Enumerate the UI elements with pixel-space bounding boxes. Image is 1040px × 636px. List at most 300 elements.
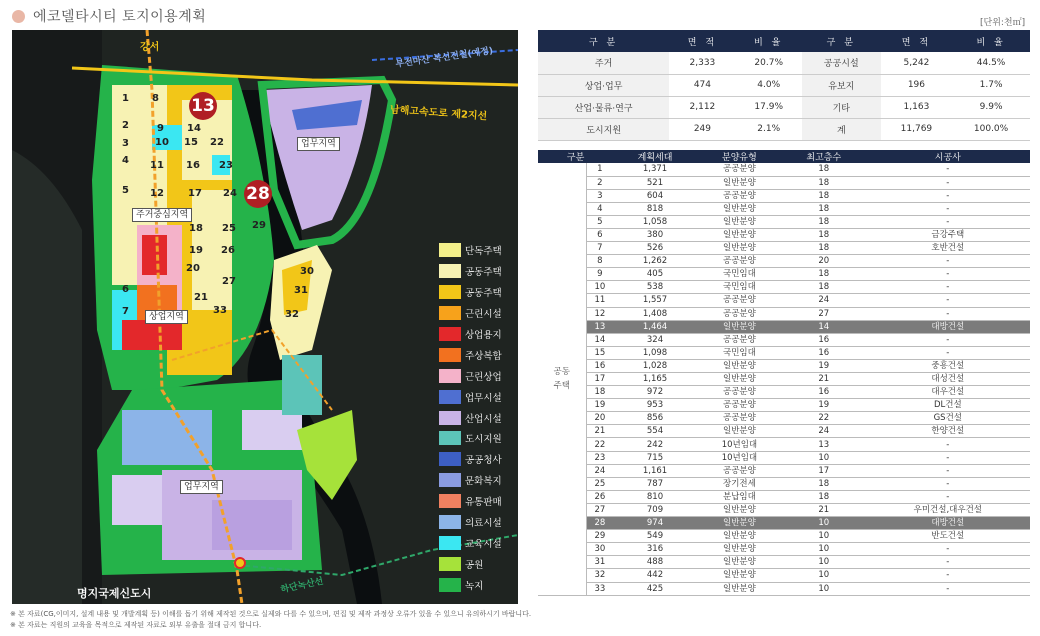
- table-row: [538, 215, 1030, 228]
- legend-swatch: [439, 431, 461, 445]
- table-cell: 549: [613, 530, 697, 543]
- table-row: [538, 242, 1030, 255]
- summary-cell: 계: [802, 118, 881, 140]
- block-number: 21: [194, 292, 208, 303]
- block-number: 2: [122, 120, 129, 131]
- table-cell: 21: [586, 425, 613, 438]
- table-cell: -: [866, 281, 1030, 294]
- summary-cell: 11,769: [881, 118, 952, 140]
- legend-label: 녹지: [465, 580, 484, 592]
- table-cell: 일반분양: [697, 556, 782, 569]
- table-cell: 25: [586, 477, 613, 490]
- block-number: 5: [122, 185, 129, 196]
- legend-swatch: [439, 473, 461, 487]
- table-cell: 953: [613, 399, 697, 412]
- legend-label: 근린시설: [465, 309, 502, 321]
- legend-swatch: [439, 557, 461, 571]
- table-cell: 공공분양: [697, 399, 782, 412]
- table-cell: 1,028: [613, 359, 697, 372]
- table-cell: 중흥건설: [866, 359, 1030, 372]
- table-row: [538, 346, 1030, 359]
- table-cell: 18: [782, 202, 866, 215]
- summary-cell: 249: [669, 118, 735, 140]
- table-cell: 공공분양: [697, 255, 782, 268]
- table-cell: 425: [613, 582, 697, 595]
- table-cell: 1,464: [613, 320, 697, 333]
- table-cell: 856: [613, 412, 697, 425]
- table-cell: 9: [586, 268, 613, 281]
- table-row: [538, 333, 1030, 346]
- table-cell: GS건설: [866, 412, 1030, 425]
- table-cell: 316: [613, 543, 697, 556]
- road-label-railway: 부전마산 복선전철(예정): [394, 46, 494, 70]
- table-cell: 242: [613, 438, 697, 451]
- table-cell: 27: [782, 307, 866, 320]
- table-row: [538, 307, 1030, 320]
- table-cell: 29: [586, 530, 613, 543]
- table-cell: 10년임대: [697, 438, 782, 451]
- table-row: [538, 517, 1030, 530]
- table-cell: 호반건설: [866, 242, 1030, 255]
- table-cell: 22: [782, 412, 866, 425]
- table-cell: -: [866, 451, 1030, 464]
- blocks-header-cell: 구분: [538, 150, 613, 163]
- table-cell: -: [866, 582, 1030, 595]
- legend-item: [439, 324, 502, 345]
- housing-blocks-table: [538, 150, 1030, 596]
- summary-cell: 공공시설: [802, 52, 881, 74]
- table-cell: 10: [782, 582, 866, 595]
- table-cell: 일반분양: [697, 242, 782, 255]
- table-row: [538, 189, 1030, 202]
- table-cell: 18: [782, 268, 866, 281]
- table-row: [538, 373, 1030, 386]
- table-cell: 11: [586, 294, 613, 307]
- table-cell: -: [866, 189, 1030, 202]
- table-cell: 분납임대: [697, 490, 782, 503]
- legend-swatch: [439, 348, 461, 362]
- table-cell: 장기전세: [697, 477, 782, 490]
- table-cell: 15: [586, 346, 613, 359]
- table-row: [538, 386, 1030, 399]
- table-cell: -: [866, 346, 1030, 359]
- summary-cell: 도시지원: [538, 118, 669, 140]
- land-use-map: [12, 30, 518, 604]
- legend-swatch: [439, 452, 461, 466]
- table-cell: -: [866, 477, 1030, 490]
- table-cell: 10년임대: [697, 451, 782, 464]
- table-row: [538, 281, 1030, 294]
- table-cell: 18: [586, 386, 613, 399]
- table-cell: 대우건설: [866, 386, 1030, 399]
- legend-label: 공공청사: [465, 455, 502, 467]
- table-cell: 538: [613, 281, 697, 294]
- table-cell: 18: [782, 228, 866, 241]
- summary-cell: 기타: [802, 96, 881, 118]
- table-cell: 16: [586, 359, 613, 372]
- table-row: [538, 202, 1030, 215]
- table-cell: 17: [782, 464, 866, 477]
- blocks-header-cell: 최고층수: [782, 150, 866, 163]
- table-cell: 8: [586, 255, 613, 268]
- table-cell: 27: [586, 503, 613, 516]
- block-number: 18: [189, 223, 203, 234]
- table-cell: 공공분양: [697, 464, 782, 477]
- table-cell: -: [866, 294, 1030, 307]
- table-cell: 공공분양: [697, 294, 782, 307]
- table-cell: 일반분양: [697, 176, 782, 189]
- table-cell: 24: [586, 464, 613, 477]
- table-cell: 526: [613, 242, 697, 255]
- table-row: [538, 294, 1030, 307]
- block-number: 10: [155, 137, 169, 148]
- table-cell: 14: [782, 320, 866, 333]
- summary-row: [538, 96, 1030, 118]
- table-cell: 대성건설: [866, 373, 1030, 386]
- summary-header-row: [538, 30, 1030, 52]
- page-header: [12, 6, 206, 26]
- table-cell: -: [866, 464, 1030, 477]
- table-cell: 공공분양: [697, 386, 782, 399]
- city-label: 명지국제신도시: [77, 587, 152, 600]
- block-number: 14: [187, 123, 201, 134]
- zone-label-business-ne: 업무지역: [297, 137, 340, 151]
- table-cell: 2: [586, 176, 613, 189]
- table-cell: 16: [782, 346, 866, 359]
- legend-swatch: [439, 536, 461, 550]
- legend-swatch: [439, 285, 461, 299]
- summary-cell: 상업·업무: [538, 74, 669, 96]
- summary-header-cell: 구 분: [538, 30, 669, 52]
- legend-item: [439, 386, 502, 407]
- summary-cell: 100.0%: [952, 118, 1030, 140]
- table-cell: 일반분양: [697, 503, 782, 516]
- table-cell: 일반분양: [697, 569, 782, 582]
- road-label-gangseo: 강서: [140, 42, 160, 53]
- table-cell: 715: [613, 451, 697, 464]
- legend-item: [439, 261, 502, 282]
- summary-row: [538, 118, 1030, 140]
- table-cell: -: [866, 215, 1030, 228]
- page-title: 에코델타시티 토지이용계획: [33, 9, 207, 25]
- table-row: [538, 490, 1030, 503]
- table-cell: -: [866, 438, 1030, 451]
- legend-label: 상업용지: [465, 330, 502, 341]
- table-cell: 1,165: [613, 373, 697, 386]
- table-cell: 32: [586, 569, 613, 582]
- summary-cell: 196: [881, 74, 952, 96]
- summary-header-cell: 면 적: [669, 30, 735, 52]
- footnote: ※ 본 자료는 직원의 교육을 목적으로 제작된 자료로 외부 유출을 절대 금지 합니다.: [10, 621, 262, 629]
- table-cell: 22: [586, 438, 613, 451]
- table-row: [538, 255, 1030, 268]
- zone-label-commercial: 상업지역: [145, 310, 188, 324]
- table-cell: 31: [586, 556, 613, 569]
- table-cell: 국민임대: [697, 281, 782, 294]
- table-row: [538, 163, 1030, 176]
- table-cell: 국민임대: [697, 346, 782, 359]
- block-number: 23: [219, 160, 233, 171]
- block-number: 26: [221, 245, 235, 256]
- summary-cell: 산업·물류·연구: [538, 96, 669, 118]
- summary-header-cell: 면 적: [881, 30, 952, 52]
- table-cell: 공공분양: [697, 333, 782, 346]
- table-cell: -: [866, 163, 1030, 176]
- legend-item: [439, 512, 502, 533]
- block-number: 24: [223, 188, 237, 199]
- summary-cell: 44.5%: [952, 52, 1030, 74]
- table-row: [538, 320, 1030, 333]
- table-cell: 일반분양: [697, 530, 782, 543]
- table-cell: 1,557: [613, 294, 697, 307]
- table-cell: 1,262: [613, 255, 697, 268]
- highlight-block-28: [244, 180, 272, 208]
- table-cell: 공공분양: [697, 307, 782, 320]
- table-cell: 13: [586, 320, 613, 333]
- table-cell: 380: [613, 228, 697, 241]
- table-row: [538, 268, 1030, 281]
- highlight-block-13: [189, 92, 217, 120]
- summary-cell: 1,163: [881, 96, 952, 118]
- table-cell: 우미건설,대우건설: [866, 503, 1030, 516]
- blocks-header-row: [538, 150, 1030, 163]
- table-cell: 10: [782, 556, 866, 569]
- table-cell: 604: [613, 189, 697, 202]
- footnote: ※ 본 자료(CG,이미지, 설계 내용 및 개발계획 등) 이해를 돕기 위해 제작된 것으로 실제와 다를 수 있으며, 편집 및 제작 과정상 오류가 있을 수 있으니 유의하시기 바랍니다.: [10, 610, 532, 618]
- table-cell: 18: [782, 242, 866, 255]
- table-cell: -: [866, 543, 1030, 556]
- table-row: [538, 176, 1030, 189]
- table-cell: 일반분양: [697, 517, 782, 530]
- table-row: [538, 569, 1030, 582]
- table-cell: 324: [613, 333, 697, 346]
- block-number: 9: [157, 123, 164, 134]
- legend-item: [439, 470, 502, 491]
- table-cell: 16: [782, 333, 866, 346]
- legend-label: 근린상업: [465, 371, 502, 383]
- legend-label: 교육시설: [465, 538, 502, 550]
- summary-cell: 1.7%: [952, 74, 1030, 96]
- legend-item: [439, 240, 502, 261]
- legend-swatch: [439, 390, 461, 404]
- table-cell: 금강주택: [866, 228, 1030, 241]
- table-cell: 일반분양: [697, 215, 782, 228]
- summary-cell: 9.9%: [952, 96, 1030, 118]
- block-number: 7: [122, 306, 129, 317]
- table-cell: 일반분양: [697, 320, 782, 333]
- table-cell: 24: [782, 294, 866, 307]
- legend-item: [439, 574, 502, 595]
- unit-label: [단위:천㎡]: [980, 18, 1026, 28]
- summary-cell: 2,112: [669, 96, 735, 118]
- summary-cell: 17.9%: [736, 96, 802, 118]
- table-row: [538, 359, 1030, 372]
- table-cell: 554: [613, 425, 697, 438]
- block-number: 17: [188, 188, 202, 199]
- block-number: 16: [186, 160, 200, 171]
- legend-item: [439, 282, 502, 303]
- legend-swatch: [439, 369, 461, 383]
- table-row: [538, 399, 1030, 412]
- legend-swatch: [439, 306, 461, 320]
- table-cell: 28: [586, 517, 613, 530]
- table-cell: 1: [586, 163, 613, 176]
- block-number: 22: [210, 137, 224, 148]
- table-cell: 12: [586, 307, 613, 320]
- legend-swatch: [439, 264, 461, 278]
- map-legend: [439, 240, 502, 595]
- table-cell: 405: [613, 268, 697, 281]
- table-cell: 일반분양: [697, 582, 782, 595]
- table-cell: -: [866, 255, 1030, 268]
- table-cell: 972: [613, 386, 697, 399]
- table-row: [538, 543, 1030, 556]
- summary-cell: 유보지: [802, 74, 881, 96]
- table-cell: 10: [782, 517, 866, 530]
- legend-label: 공동주택: [465, 288, 502, 300]
- blocks-header-cell: 계획세대: [613, 150, 697, 163]
- block-number: 11: [150, 160, 164, 171]
- block-number: 32: [285, 309, 299, 320]
- table-cell: DL건설: [866, 399, 1030, 412]
- table-row: [538, 556, 1030, 569]
- table-row: [538, 228, 1030, 241]
- highlight-block-28-label: 28: [246, 184, 270, 204]
- summary-cell: 2.1%: [736, 118, 802, 140]
- table-cell: 한양건설: [866, 425, 1030, 438]
- table-cell: 974: [613, 517, 697, 530]
- table-cell: 30: [586, 543, 613, 556]
- table-row: [538, 412, 1030, 425]
- legend-item: [439, 553, 502, 574]
- zone-label-business-s: 업무지역: [180, 480, 223, 494]
- table-cell: 일반분양: [697, 228, 782, 241]
- table-cell: 공공분양: [697, 163, 782, 176]
- table-cell: 일반분양: [697, 359, 782, 372]
- table-cell: 대방건설: [866, 320, 1030, 333]
- legend-label: 공동주택: [465, 267, 502, 279]
- table-cell: -: [866, 307, 1030, 320]
- block-number: 3: [122, 138, 129, 149]
- legend-item: [439, 428, 502, 449]
- table-cell: 19: [782, 399, 866, 412]
- legend-label: 문화복지: [465, 476, 502, 488]
- block-number: 6: [122, 284, 129, 295]
- legend-label: 산업시설: [465, 413, 502, 425]
- table-cell: 787: [613, 477, 697, 490]
- table-cell: 일반분양: [697, 425, 782, 438]
- block-number: 4: [122, 155, 129, 166]
- table-row: [538, 503, 1030, 516]
- table-cell: 19: [782, 359, 866, 372]
- summary-cell: 4.0%: [736, 74, 802, 96]
- summary-cell: 20.7%: [736, 52, 802, 74]
- legend-item: [439, 407, 502, 428]
- table-cell: 공공분양: [697, 189, 782, 202]
- table-cell: 10: [586, 281, 613, 294]
- table-cell: 18: [782, 189, 866, 202]
- table-cell: 18: [782, 477, 866, 490]
- legend-swatch: [439, 515, 461, 529]
- road-label-hadan: 하단녹산선: [279, 576, 325, 596]
- block-number: 20: [186, 263, 200, 274]
- block-number: 29: [252, 220, 266, 231]
- legend-swatch: [439, 411, 461, 425]
- table-cell: 24: [782, 425, 866, 438]
- table-cell: 공공분양: [697, 412, 782, 425]
- table-cell: 21: [782, 503, 866, 516]
- table-cell: 26: [586, 490, 613, 503]
- zone-label-residential-center: 주거중심지역: [132, 208, 192, 222]
- table-cell: 7: [586, 242, 613, 255]
- table-cell: 18: [782, 163, 866, 176]
- table-cell: 810: [613, 490, 697, 503]
- legend-item: [439, 449, 502, 470]
- table-row: [538, 582, 1030, 595]
- table-cell: 3: [586, 189, 613, 202]
- legend-swatch: [439, 327, 461, 341]
- legend-label: 주상복합: [465, 350, 502, 362]
- summary-cell: 주거: [538, 52, 669, 74]
- table-row: [538, 464, 1030, 477]
- block-number: 19: [189, 245, 203, 256]
- table-row: [538, 425, 1030, 438]
- summary-row: [538, 52, 1030, 74]
- table-row: [538, 451, 1030, 464]
- table-cell: 일반분양: [697, 543, 782, 556]
- title-bullet-icon: [12, 10, 25, 23]
- table-cell: -: [866, 333, 1030, 346]
- summary-cell: 474: [669, 74, 735, 96]
- table-cell: 23: [586, 451, 613, 464]
- table-cell: 521: [613, 176, 697, 189]
- table-cell: 14: [586, 333, 613, 346]
- group-label: 공동 주택: [538, 163, 586, 595]
- table-cell: 16: [782, 386, 866, 399]
- summary-cell: 5,242: [881, 52, 952, 74]
- block-number: 27: [222, 276, 236, 287]
- summary-header-cell: 구 분: [802, 30, 881, 52]
- table-cell: 818: [613, 202, 697, 215]
- summary-header-cell: 비 율: [952, 30, 1030, 52]
- blocks-header-cell: 시공사: [866, 150, 1030, 163]
- legend-swatch: [439, 494, 461, 508]
- legend-label: 단독주택: [465, 246, 502, 258]
- table-cell: 일반분양: [697, 373, 782, 386]
- legend-label: 공원: [465, 559, 484, 571]
- table-cell: 17: [586, 373, 613, 386]
- table-cell: 일반분양: [697, 202, 782, 215]
- table-cell: 18: [782, 176, 866, 189]
- blocks-header-cell: 분양유형: [697, 150, 782, 163]
- table-cell: 18: [782, 215, 866, 228]
- table-cell: 10: [782, 530, 866, 543]
- legend-item: [439, 303, 502, 324]
- table-cell: 709: [613, 503, 697, 516]
- table-cell: 10: [782, 451, 866, 464]
- table-cell: 13: [782, 438, 866, 451]
- table-cell: 21: [782, 373, 866, 386]
- block-number: 30: [300, 266, 314, 277]
- summary-cell: 2,333: [669, 52, 735, 74]
- legend-label: 도시지원: [465, 434, 502, 446]
- block-number: 25: [222, 223, 236, 234]
- area-summary-table: [538, 30, 1030, 141]
- legend-swatch: [439, 243, 461, 257]
- table-cell: 국민임대: [697, 268, 782, 281]
- table-cell: 1,408: [613, 307, 697, 320]
- table-row: [538, 530, 1030, 543]
